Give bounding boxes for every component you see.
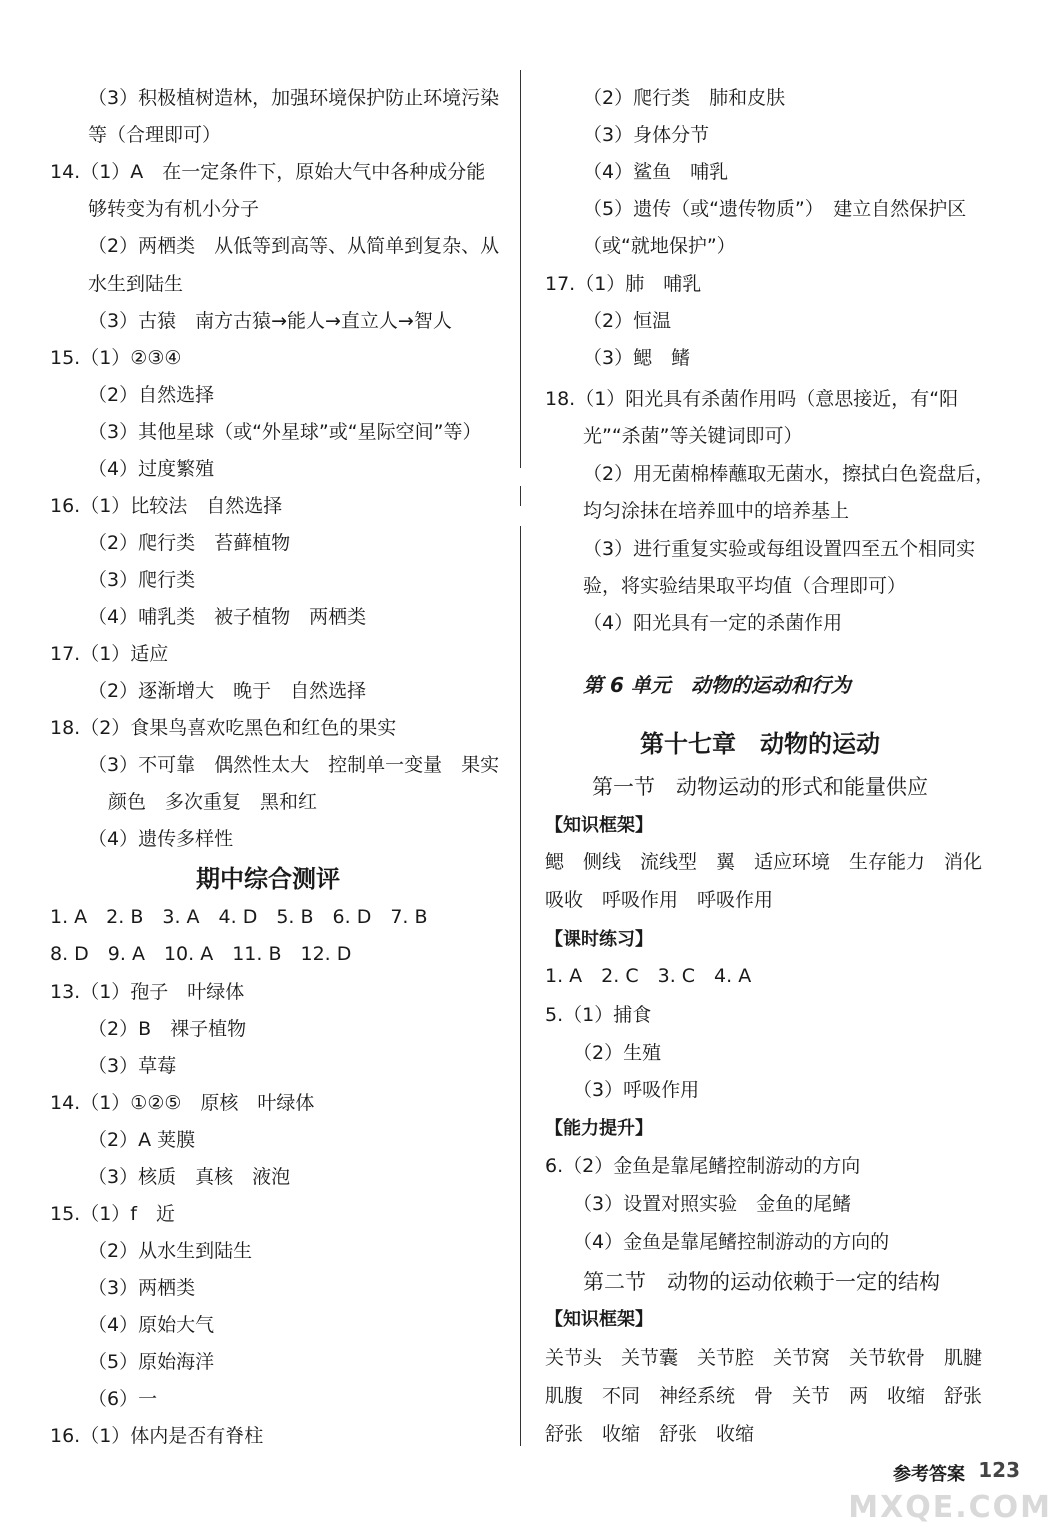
answer-line: 13.（1）孢子 叶绿体 xyxy=(50,981,245,1003)
answer-line: 18.（1）阳光具有杀菌作用吗（意思接近，有“阳 xyxy=(545,388,959,410)
answer-line: （6）一 xyxy=(88,1388,158,1410)
answer-line: 够转变为有机小分子 xyxy=(88,198,260,220)
answer-line: （4）过度繁殖 xyxy=(88,458,215,480)
answer-line: 18.（2）食果鸟喜欢吃黑色和红色的果实 xyxy=(50,717,397,739)
answer-line: （2）恒温 xyxy=(583,310,672,332)
answer-line: 16.（1）比较法 自然选择 xyxy=(50,495,283,517)
answer-line: 17.（1）肺 哺乳 xyxy=(545,273,702,295)
answer-line: （3）草莓 xyxy=(88,1055,177,1077)
answer-line: 光”“杀菌”等关键词即可） xyxy=(583,425,803,447)
answer-line: （3）身体分节 xyxy=(583,124,710,146)
answer-line: （2）A 荚膜 xyxy=(88,1129,196,1151)
answer-line: （4）金鱼是靠尾鳍控制游动的方向的 xyxy=(573,1231,890,1253)
tag-ability: 【能力提升】 xyxy=(545,1118,653,1139)
answer-line: （2）自然选择 xyxy=(88,384,215,406)
tag-knowledge-1: 【知识框架】 xyxy=(545,815,653,836)
answer-line: （4）哺乳类 被子植物 两栖类 xyxy=(88,606,367,628)
answer-line: 15.（1）②③④ xyxy=(50,347,182,369)
answer-line: 5.（1）捕食 xyxy=(545,1004,652,1026)
answer-line: （5）原始海洋 xyxy=(88,1351,215,1373)
answer-line: （4）原始大气 xyxy=(88,1314,215,1336)
answer-line: 14.（1）A 在一定条件下，原始大气中各种成分能 xyxy=(50,161,486,183)
answer-line: 鳃 侧线 流线型 翼 适应环境 生存能力 消化 xyxy=(545,851,983,873)
column-divider-mid xyxy=(520,486,521,506)
answer-line: （3）爬行类 xyxy=(88,569,196,591)
answer-line: 17.（1）适应 xyxy=(50,643,169,665)
answer-line: （3）进行重复实验或每组设置四至五个相同实 xyxy=(583,538,976,560)
answer-line: （5）遗传（或“遗传物质”） 建立自然保护区 xyxy=(583,198,967,220)
chapter-title: 第十七章 动物的运动 xyxy=(640,730,880,758)
answer-line: （3）呼吸作用 xyxy=(573,1079,700,1101)
answer-line: （3）核质 真核 液泡 xyxy=(88,1166,291,1188)
answer-line: 等（合理即可） xyxy=(88,124,222,146)
answer-line: （3）鳃 鳍 xyxy=(583,347,691,369)
answer-line: 6.（2）金鱼是靠尾鳍控制游动的方向 xyxy=(545,1155,861,1177)
answer-line: 8. D 9. A 10. A 11. B 12. D xyxy=(50,943,352,965)
answer-line: （2）两栖类 从低等到高等、从简单到复杂、从 xyxy=(88,235,500,257)
tag-knowledge-2: 【知识框架】 xyxy=(545,1309,653,1330)
midterm-title: 期中综合测评 xyxy=(196,865,340,893)
section-2-title: 第二节 动物的运动依赖于一定的结构 xyxy=(583,1270,940,1294)
answer-line: （2）B 裸子植物 xyxy=(88,1018,247,1040)
answer-line: 1. A 2. B 3. A 4. D 5. B 6. D 7. B xyxy=(50,906,428,928)
answer-line: （4）遗传多样性 xyxy=(88,828,234,850)
answer-line: （2）爬行类 肺和皮肤 xyxy=(583,87,786,109)
answer-line: （3）两栖类 xyxy=(88,1277,196,1299)
answer-line: 颜色 多次重复 黑和红 xyxy=(108,791,318,813)
answer-line: （2）爬行类 苔藓植物 xyxy=(88,532,291,554)
answer-line: 均匀涂抹在培养皿中的培养基上 xyxy=(583,500,850,522)
answer-line: （2）从水生到陆生 xyxy=(88,1240,253,1262)
answer-line: （4）鲨鱼 哺乳 xyxy=(583,161,729,183)
unit-title: 第 6 单元 动物的运动和行为 xyxy=(583,673,851,697)
answer-line: （2）生殖 xyxy=(573,1042,662,1064)
answer-line: （3）古猿 南方古猿→能人→直立人→智人 xyxy=(88,310,452,332)
answer-line: 水生到陆生 xyxy=(88,273,184,295)
answer-line: 验，将实验结果取平均值（合理即可） xyxy=(583,575,907,597)
answer-line: （2）用无菌棉棒蘸取无菌水，擦拭白色瓷盘后， xyxy=(583,463,995,485)
answer-line: 关节头 关节囊 关节腔 关节窝 关节软骨 肌腱 xyxy=(545,1347,983,1369)
column-divider-top xyxy=(520,70,521,468)
page-number: 123 xyxy=(978,1458,1020,1482)
answer-line: （4）阳光具有一定的杀菌作用 xyxy=(583,612,843,634)
answer-line: （2）逐渐增大 晚于 自然选择 xyxy=(88,680,367,702)
answer-line: （3）积极植树造林，加强环境保护防止环境污染 xyxy=(88,87,500,109)
answer-line: 16.（1）体内是否有脊柱 xyxy=(50,1425,264,1447)
answer-line: 14.（1）①②⑤ 原核 叶绿体 xyxy=(50,1092,315,1114)
section-1-title: 第一节 动物运动的形式和能量供应 xyxy=(592,775,928,799)
answer-line: 15.（1）f 近 xyxy=(50,1203,175,1225)
answer-line: 肌腹 不同 神经系统 骨 关节 两 收缩 舒张 xyxy=(545,1385,983,1407)
answer-line: （3）不可靠 偶然性太大 控制单一变量 果实 xyxy=(88,754,500,776)
column-divider-bottom xyxy=(520,526,521,1446)
footer-label: 参考答案 xyxy=(893,1464,965,1485)
answer-line: 舒张 收缩 舒张 收缩 xyxy=(545,1423,755,1445)
watermark: MXQE.COM xyxy=(848,1490,1052,1525)
answer-line: （3）设置对照实验 金鱼的尾鳍 xyxy=(573,1193,852,1215)
answer-line: （或“就地保护”） xyxy=(583,235,736,257)
tag-practice: 【课时练习】 xyxy=(545,929,653,950)
answer-line: 吸收 呼吸作用 呼吸作用 xyxy=(545,889,774,911)
answer-line: （3）其他星球（或“外星球”或“星际空间”等） xyxy=(88,421,482,443)
answer-line: 1. A 2. C 3. C 4. A xyxy=(545,965,752,987)
